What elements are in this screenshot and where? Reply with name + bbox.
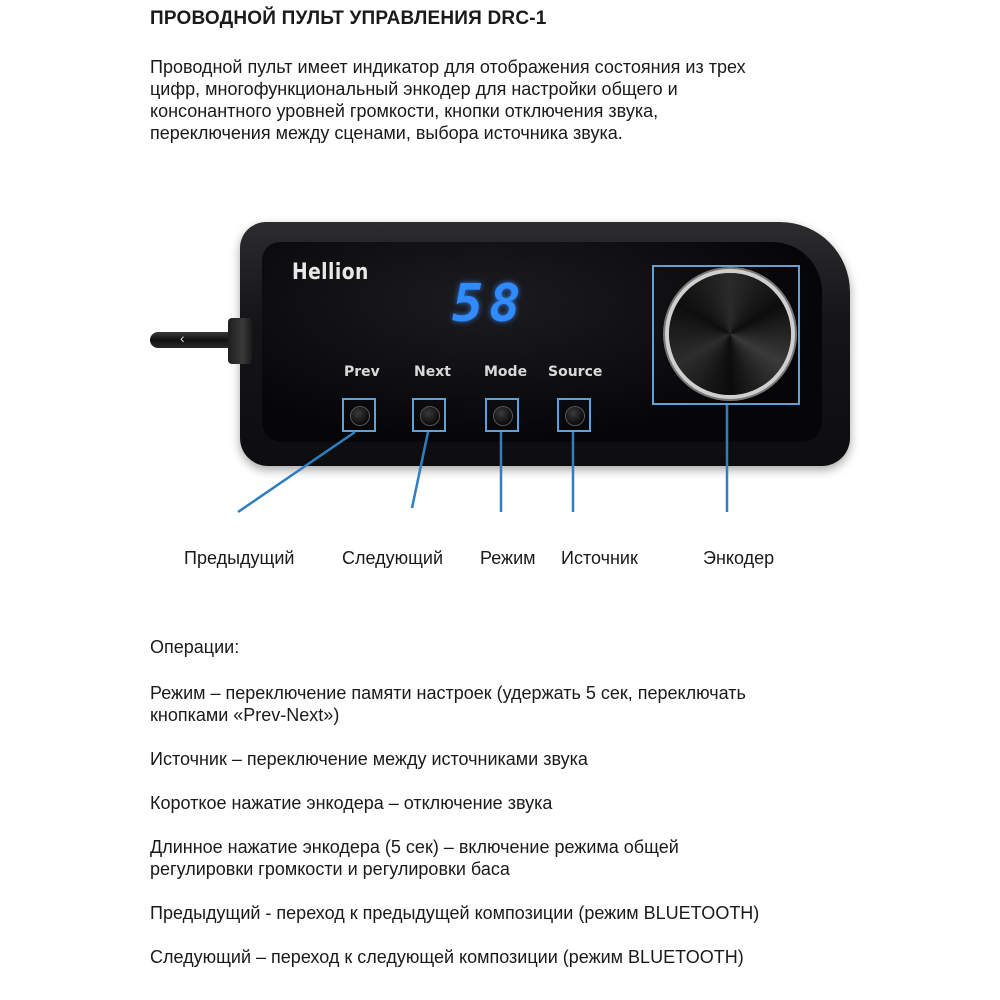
intro-paragraph: Проводной пульт имеет индикатор для отображения состояния из трех цифр, многофункциональный энкодер для настройки общего и консонантного уровней громкости, кнопки отключения звука, переключения между сценами, выбора источника звука. xyxy=(150,57,746,143)
callout-label-source: Источник xyxy=(561,548,638,568)
callout-label-prev: Предыдущий xyxy=(184,548,295,568)
operations-section xyxy=(150,636,910,990)
callout-line-next xyxy=(412,432,428,508)
brand-logo: Hellion xyxy=(292,260,369,285)
operations-heading: Операции: xyxy=(150,637,240,657)
page-title: ПРОВОДНОЙ ПУЛЬТ УПРАВЛЕНИЯ DRC-1 xyxy=(150,8,547,29)
prev-label: Prev xyxy=(344,364,380,380)
callout-label-mode: Режим xyxy=(480,548,536,568)
callout-line-prev xyxy=(238,432,355,512)
next-label: Next xyxy=(414,364,451,380)
mode-label: Mode xyxy=(484,364,528,380)
source-label: Source xyxy=(548,364,603,380)
cable-arrow-icon: ‹ xyxy=(180,330,185,346)
callout-label-next: Следующий xyxy=(342,548,444,568)
operation-item: Предыдущий - переход к предыдущей композиции (режим BLUETOOTH) xyxy=(150,903,760,923)
operation-item: Длинное нажатие энкодера (5 сек) – включение режима общей регулировки громкости и регулировки баса xyxy=(150,837,679,879)
operation-item: Короткое нажатие энкодера – отключение звука xyxy=(150,793,553,813)
operation-item: Источник – переключение между источниками звука xyxy=(150,749,588,769)
callout-label-encoder: Энкодер xyxy=(703,548,775,568)
seven-segment-display: 58 xyxy=(452,274,527,334)
operation-item: Следующий – переход к следующей композиции (режим BLUETOOTH) xyxy=(150,947,744,967)
operation-item: Режим – переключение памяти настроек (удержать 5 сек, переключать кнопками «Prev-Next») xyxy=(150,683,746,725)
